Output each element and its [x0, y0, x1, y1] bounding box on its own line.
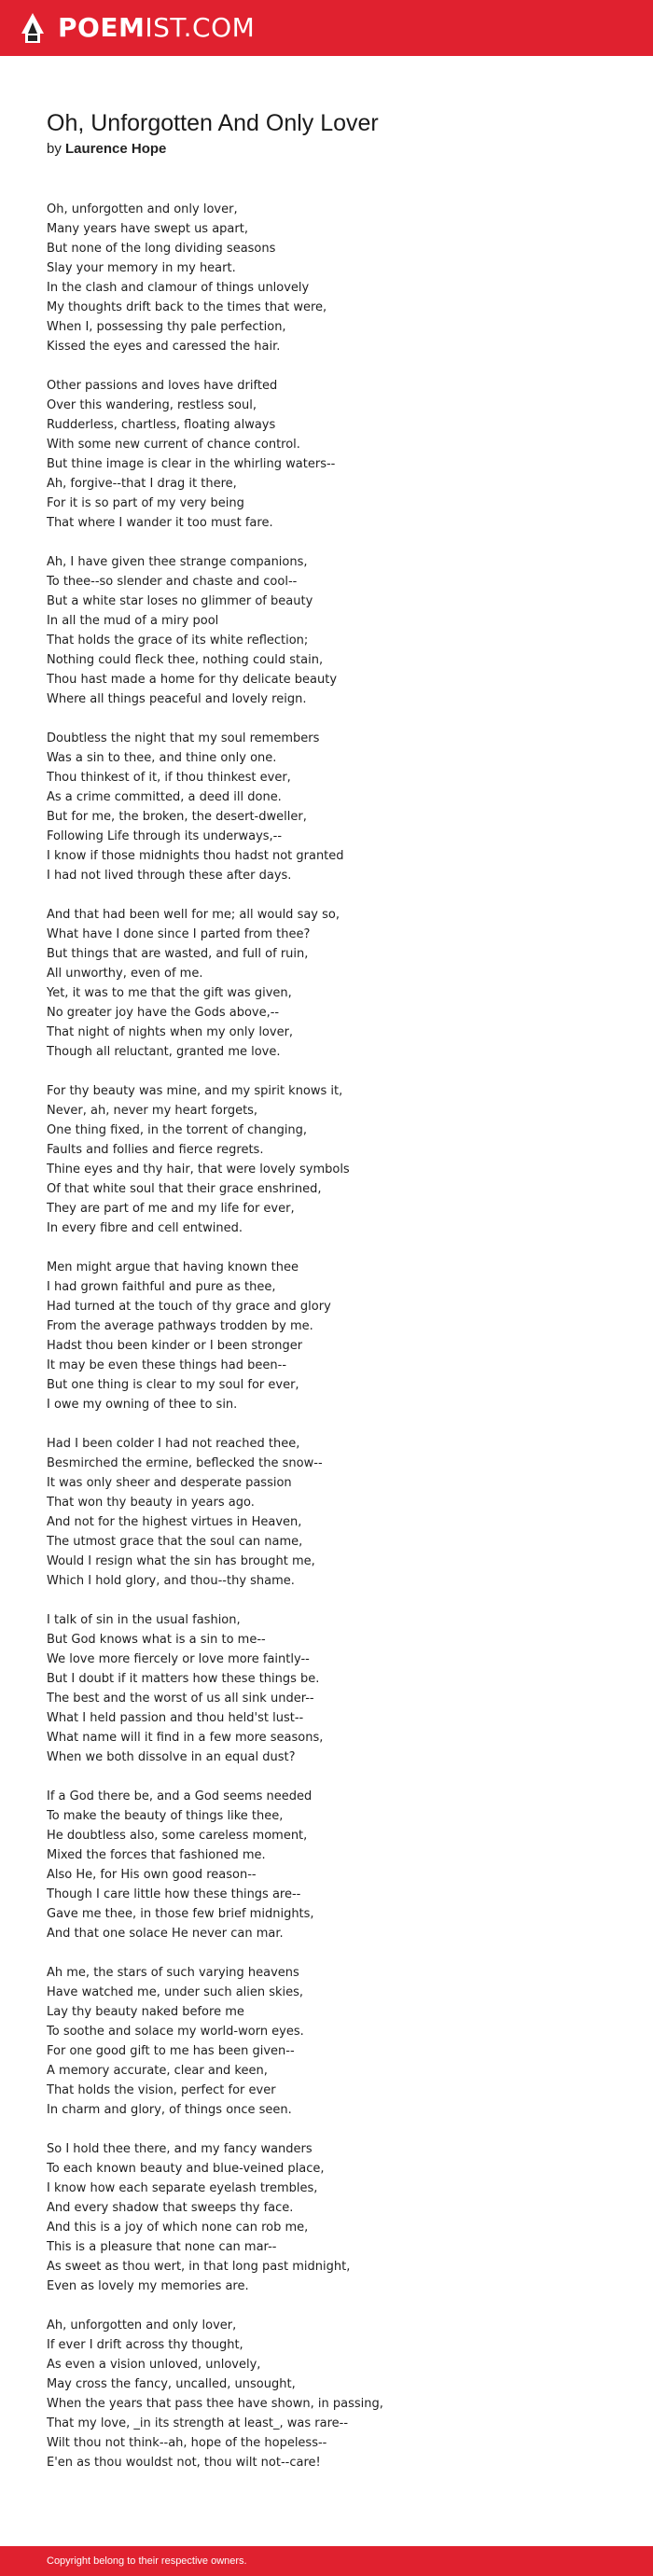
poem-line: But God knows what is a sin to me-- — [47, 1633, 266, 1647]
poem-line: But for me, the broken, the desert-dweller, — [47, 810, 307, 824]
poem-line: What name will it find in a few more seasons, — [47, 1731, 324, 1745]
pen-nib-icon — [17, 11, 49, 45]
poem-line: Would I resign what the sin has brought me, — [47, 1554, 315, 1568]
stanza — [47, 2139, 625, 2296]
poem-line: Wilt thou not think--ah, hope of the hopeless-- — [47, 2436, 327, 2450]
poem-line: It may be even these things had been-- — [47, 1358, 287, 1372]
poem-line: In charm and glory, of things once seen. — [47, 2103, 292, 2117]
poem-line: Thou thinkest of it, if thou thinkest ever, — [47, 771, 291, 785]
poem-line: Yet, it was to me that the gift was given, — [47, 986, 292, 1000]
poem-line: Was a sin to thee, and thine only one. — [47, 751, 277, 765]
poem-line: But things that are wasted, and full of ruin, — [47, 947, 309, 961]
stanza — [47, 552, 625, 709]
poem-line: Ah, forgive--that I drag it there, — [47, 477, 237, 491]
poem-line: Though all reluctant, granted me love. — [47, 1045, 281, 1059]
stanza — [47, 200, 625, 356]
poem-line: To thee--so slender and chaste and cool-- — [47, 575, 298, 589]
poem-line: E'en as thou wouldst not, thou wilt not--care! — [47, 2456, 321, 2470]
poem-line: Following Life through its underways,-- — [47, 829, 283, 843]
stanza — [47, 1787, 625, 1943]
poem-line: In the clash and clamour of things unlovely — [47, 281, 310, 295]
byline — [47, 140, 625, 159]
poem-line: One thing fixed, in the torrent of changing, — [47, 1123, 308, 1137]
poem-line: Though I care little how these things are-- — [47, 1887, 301, 1901]
by-label: by — [47, 141, 62, 157]
poem-line: Which I hold glory, and thou--thy shame. — [47, 1574, 295, 1588]
stanza — [47, 2316, 625, 2472]
poem-line: So I hold thee there, and my fancy wanders — [47, 2142, 313, 2156]
author-link[interactable]: Laurence Hope — [65, 141, 167, 157]
poem-line: To each known beauty and blue-veined place, — [47, 2162, 325, 2176]
poem-line: And not for the highest virtues in Heaven, — [47, 1515, 302, 1529]
poem-line: As even a vision unloved, unlovely, — [47, 2358, 261, 2372]
poem-line: For it is so part of my very being — [47, 496, 244, 510]
poem-body — [47, 200, 625, 2472]
poem-line: Had I been colder I had not reached thee, — [47, 1437, 300, 1451]
poem-line: For thy beauty was mine, and my spirit knows it, — [47, 1084, 343, 1098]
poem-line: Men might argue that having known thee — [47, 1260, 299, 1274]
poem-line: What have I done since I parted from thee? — [47, 927, 311, 941]
poem-line: Have watched me, under such alien skies, — [47, 1985, 304, 1999]
poem-line: That night of nights when my only lover, — [47, 1025, 294, 1039]
poem-container — [47, 109, 625, 2492]
poem-line: If ever I drift across thy thought, — [47, 2338, 243, 2352]
stanza — [47, 1258, 625, 1414]
poem-line: He doubtless also, some careless moment, — [47, 1829, 308, 1843]
stanza — [47, 1434, 625, 1591]
poem-line: Kissed the eyes and caressed the hair. — [47, 340, 281, 354]
poem-line: All unworthy, even of me. — [47, 967, 203, 981]
poem-line: But a white star loses no glimmer of beauty — [47, 594, 313, 608]
poem-line: Gave me thee, in those few brief midnights, — [47, 1907, 314, 1921]
poem-line: As a crime committed, a deed ill done. — [47, 790, 282, 804]
poem-line: That won thy beauty in years ago. — [47, 1496, 255, 1510]
poem-line: Ah, I have given thee strange companions, — [47, 555, 308, 569]
poem-line: Many years have swept us apart, — [47, 222, 248, 236]
poem-line: And that had been well for me; all would say so, — [47, 908, 340, 922]
poem-line: Oh, unforgotten and only lover, — [47, 202, 238, 216]
poem-line: We love more fiercely or love more faintly-- — [47, 1652, 310, 1666]
site-footer — [0, 2546, 653, 2576]
poem-line: Hadst thou been kinder or I been stronger — [47, 1339, 303, 1353]
poem-line: But thine image is clear in the whirling waters-- — [47, 457, 336, 471]
poem-line: Where all things peaceful and lovely reign. — [47, 692, 307, 706]
poem-line: Slay your memory in my heart. — [47, 261, 236, 275]
poem-line: From the average pathways trodden by me. — [47, 1319, 313, 1333]
poem-line: No greater joy have the Gods above,-- — [47, 1006, 280, 1020]
poem-line: As sweet as thou wert, in that long past midnight, — [47, 2260, 351, 2274]
poem-line: If a God there be, and a God seems needed — [47, 1789, 313, 1803]
poem-line: In all the mud of a miry pool — [47, 614, 219, 628]
poem-line: That where I wander it too must fare. — [47, 516, 273, 530]
poem-title: Oh, Unforgotten And Only Lover — [47, 110, 379, 136]
poem-line: When I, possessing thy pale perfection, — [47, 320, 286, 334]
poem-line: My thoughts drift back to the times that were, — [47, 300, 327, 314]
poem-line: When we both dissolve in an equal dust? — [47, 1750, 296, 1764]
poem-line: Of that white soul that their grace enshrined, — [47, 1182, 322, 1196]
poem-line: Rudderless, chartless, floating always — [47, 418, 276, 432]
poem-line: But I doubt if it matters how these things be. — [47, 1672, 320, 1686]
poem-line: That my love, _in its strength at least_, was rare-- — [47, 2416, 349, 2430]
poem-line: Nothing could fleck thee, nothing could stain, — [47, 653, 324, 667]
poem-line: Other passions and loves have drifted — [47, 379, 278, 393]
poem-line: What I held passion and thou held'st lust-- — [47, 1711, 304, 1725]
poem-line: Ah, unforgotten and only lover, — [47, 2318, 237, 2332]
brand-name — [58, 11, 255, 45]
poem-line: I had grown faithful and pure as thee, — [47, 1280, 276, 1294]
poem-line: For one good gift to me has been given-- — [47, 2044, 295, 2058]
poem-line: This is a pleasure that none can mar-- — [47, 2240, 277, 2254]
poem-line: The utmost grace that the soul can name, — [47, 1535, 303, 1549]
poem-line: When the years that pass thee have shown, in passing, — [47, 2397, 383, 2411]
poem-line: They are part of me and my life for ever, — [47, 1202, 295, 1216]
poem-line: Ah me, the stars of such varying heavens — [47, 1966, 299, 1980]
poem-line: Had turned at the touch of thy grace and glory — [47, 1300, 331, 1314]
poem-line: Doubtless the night that my soul remembers — [47, 731, 320, 745]
poem-line: Lay thy beauty naked before me — [47, 2005, 244, 2019]
poem-line: A memory accurate, clear and keen, — [47, 2064, 268, 2078]
poem-line: Even as lovely my memories are. — [47, 2279, 249, 2293]
poem-line: But none of the long dividing seasons — [47, 242, 276, 256]
poem-line: I know if those midnights thou hadst not granted — [47, 849, 344, 863]
poem-line: Besmirched the ermine, beflecked the snow-- — [47, 1456, 323, 1470]
stanza — [47, 1081, 625, 1238]
poem-line: And every shadow that sweeps thy face. — [47, 2201, 294, 2215]
copyright-text: Copyright belong to their respective owners. — [47, 2555, 247, 2567]
site-header — [0, 0, 653, 56]
poem-line: I had not lived through these after days. — [47, 869, 292, 883]
poem-line: But one thing is clear to my soul for ever, — [47, 1378, 299, 1392]
poem-line: Mixed the forces that fashioned me. — [47, 1848, 266, 1862]
poem-line: Also He, for His own good reason-- — [47, 1868, 257, 1882]
stanza — [47, 905, 625, 1062]
poem-line: I know how each separate eyelash trembles, — [47, 2181, 318, 2195]
stanza — [47, 376, 625, 533]
poem-line: That holds the vision, perfect for ever — [47, 2083, 276, 2097]
poem-line: Never, ah, never my heart forgets, — [47, 1104, 258, 1118]
poem-line: May cross the fancy, uncalled, unsought, — [47, 2377, 296, 2391]
stanza — [47, 1610, 625, 1767]
brand-light: IST.COM — [145, 12, 256, 43]
poem-line: To soothe and solace my world-worn eyes. — [47, 2025, 304, 2039]
poem-line: The best and the worst of us all sink under-- — [47, 1692, 314, 1706]
poem-line: Faults and follies and fierce regrets. — [47, 1143, 264, 1157]
poem-line: It was only sheer and desperate passion — [47, 1476, 292, 1490]
brand-bold: POEM — [58, 12, 146, 43]
poem-line: Thine eyes and thy hair, that were lovely symbols — [47, 1163, 350, 1177]
poem-line: That holds the grace of its white reflection; — [47, 634, 309, 647]
poem-line: I talk of sin in the usual fashion, — [47, 1613, 241, 1627]
site-logo[interactable] — [17, 11, 255, 45]
poem-line: To make the beauty of things like thee, — [47, 1809, 284, 1823]
poem-line: Over this wandering, restless soul, — [47, 398, 257, 412]
poem-line: Thou hast made a home for thy delicate beauty — [47, 673, 338, 687]
poem-line: With some new current of chance control. — [47, 438, 300, 452]
poem-line: And this is a joy of which none can rob me, — [47, 2221, 309, 2235]
stanza — [47, 1963, 625, 2120]
poem-line: And that one solace He never can mar. — [47, 1927, 284, 1941]
poem-line: In every fibre and cell entwined. — [47, 1221, 243, 1235]
poem-line: I owe my owning of thee to sin. — [47, 1398, 238, 1412]
stanza — [47, 729, 625, 885]
